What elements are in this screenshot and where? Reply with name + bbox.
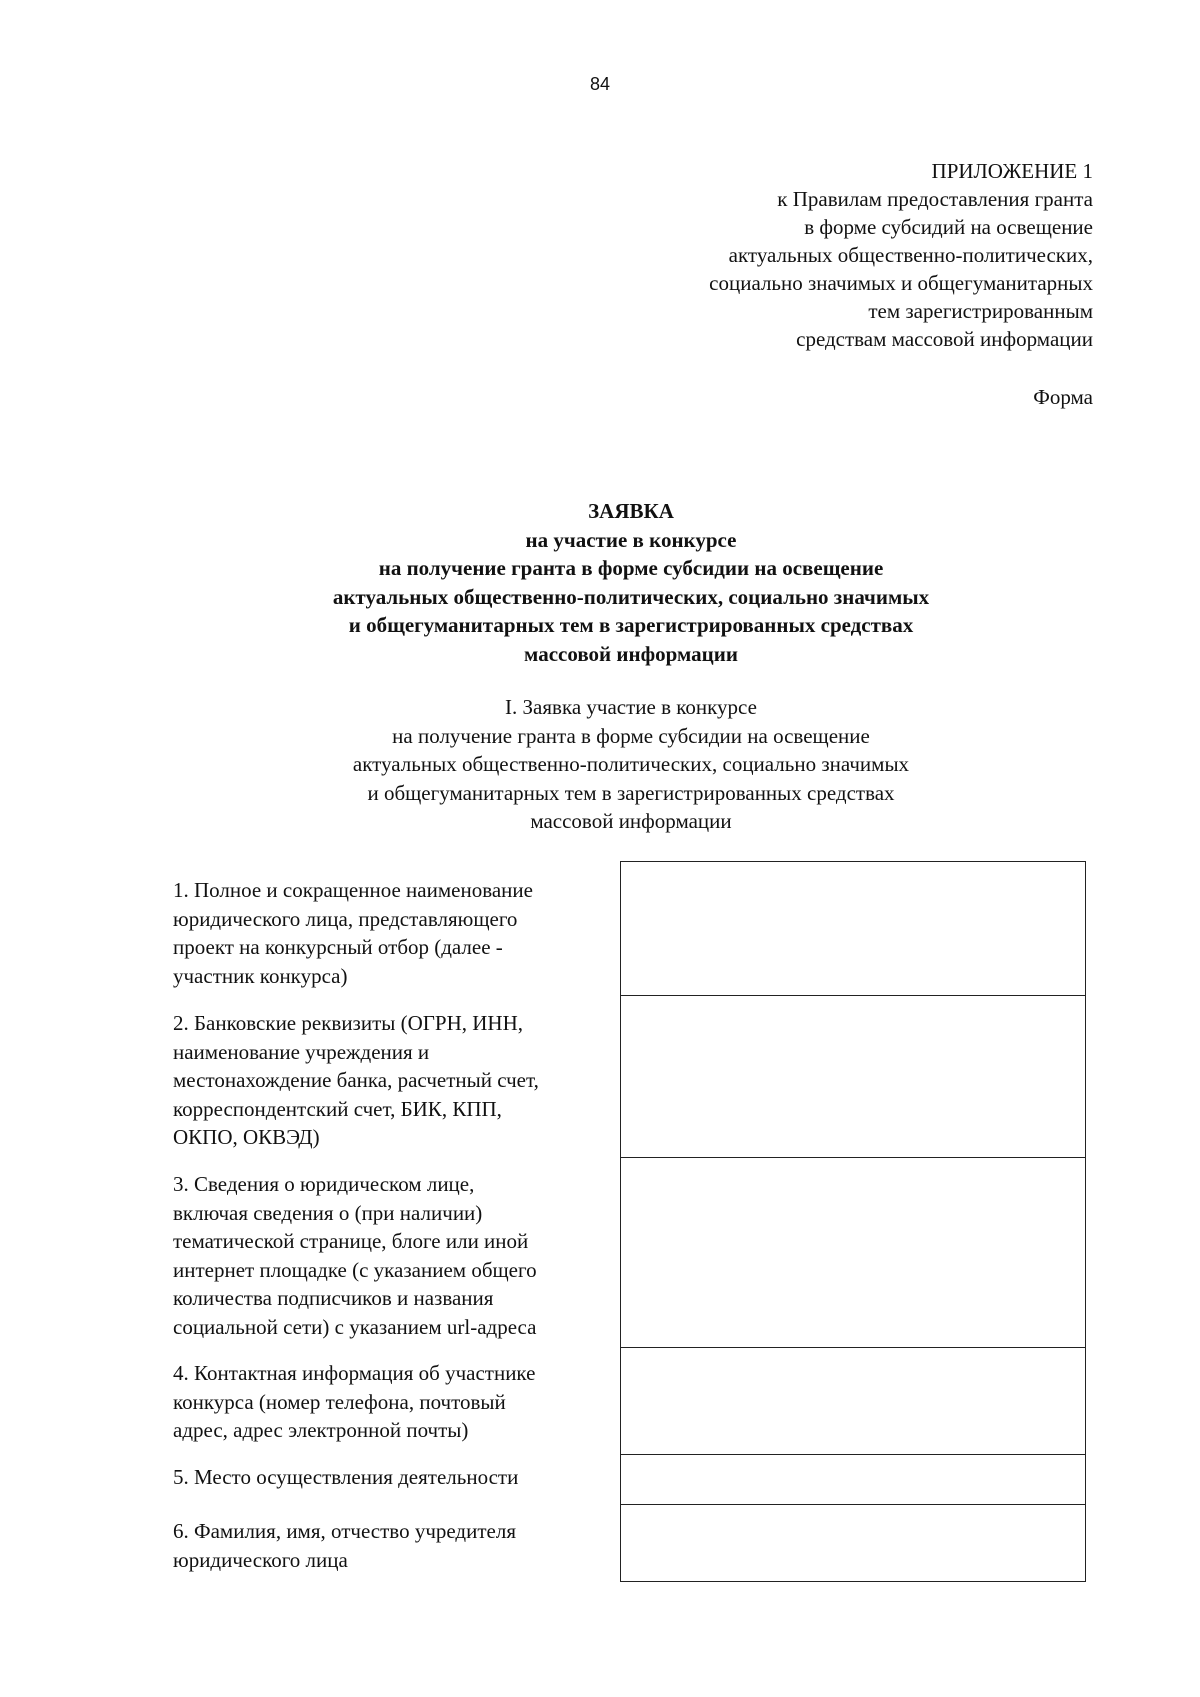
appendix-line: актуальных общественно-политических, bbox=[728, 243, 1093, 267]
form-field-3[interactable] bbox=[620, 1157, 1086, 1347]
section-heading bbox=[0, 693, 1200, 836]
document-title bbox=[0, 497, 1200, 668]
appendix-line: к Правилам предоставления гранта bbox=[777, 187, 1093, 211]
form-field-5[interactable] bbox=[620, 1454, 1086, 1504]
label-line: участник конкурса) bbox=[173, 963, 348, 988]
form-row-label-2 bbox=[173, 1009, 613, 1152]
form-row-label-4 bbox=[173, 1359, 613, 1445]
title-line: и общегуманитарных тем в зарегистрированных средствах bbox=[348, 613, 914, 637]
form-row-label-3 bbox=[173, 1170, 613, 1341]
label-line: тематической странице, блоге или иной bbox=[173, 1229, 529, 1253]
label-line: 1. Полное и сокращенное наименование bbox=[173, 878, 533, 902]
form-row-label-5 bbox=[173, 1463, 613, 1492]
form-row-label-6 bbox=[173, 1517, 613, 1574]
label-line: интернет площадке (с указанием общего bbox=[173, 1257, 537, 1282]
label-line: 5. Место осуществления деятельности bbox=[173, 1465, 519, 1489]
label-line: наименование учреждения и bbox=[173, 1039, 430, 1064]
appendix-header bbox=[709, 157, 1093, 353]
label-line: 6. Фамилия, имя, отчество учредителя bbox=[173, 1519, 516, 1543]
label-line: местонахождение банка, расчетный счет, bbox=[173, 1068, 539, 1092]
label-line: адрес, адрес электронной почты) bbox=[173, 1418, 469, 1442]
title-line: на получение гранта в форме субсидии на освещение bbox=[378, 556, 884, 580]
section-line: на получение гранта в форме субсидии на освещение bbox=[392, 723, 870, 748]
section-line: массовой информации bbox=[530, 809, 732, 833]
label-line: количества подписчиков и названия bbox=[173, 1286, 494, 1310]
form-field-2[interactable] bbox=[620, 995, 1086, 1157]
title-line: ЗАЯВКА bbox=[588, 499, 674, 523]
label-line: юридического лица bbox=[173, 1547, 348, 1572]
form-field-6[interactable] bbox=[620, 1504, 1086, 1582]
label-line: социальной сети) с указанием url-адреса bbox=[173, 1314, 537, 1339]
appendix-line: в форме субсидий на освещение bbox=[804, 215, 1093, 239]
page-number: 84 bbox=[589, 74, 611, 94]
section-line: и общегуманитарных тем в зарегистрированных средствах bbox=[367, 780, 895, 805]
label-line: включая сведения о (при наличии) bbox=[173, 1200, 483, 1225]
form-field-4[interactable] bbox=[620, 1347, 1086, 1454]
form-row-label-1 bbox=[173, 876, 613, 990]
title-line: массовой информации bbox=[524, 641, 738, 666]
label-line: 2. Банковские реквизиты (ОГРН, ИНН, bbox=[173, 1011, 524, 1035]
appendix-line: средствам массовой информации bbox=[796, 327, 1093, 351]
label-line: корреспондентский счет, БИК, КПП, bbox=[173, 1096, 502, 1121]
label-line: 3. Сведения о юридическом лице, bbox=[173, 1172, 475, 1196]
appendix-line: ПРИЛОЖЕНИЕ 1 bbox=[931, 159, 1093, 183]
label-line: юридического лица, представляющего bbox=[173, 906, 518, 931]
title-line: актуальных общественно-политических, социально значимых bbox=[332, 584, 930, 609]
form-field-1[interactable] bbox=[620, 861, 1086, 995]
label-line: конкурса (номер телефона, почтовый bbox=[173, 1389, 506, 1414]
appendix-line: социально значимых и общегуманитарных bbox=[709, 271, 1093, 295]
label-line: 4. Контактная информация об участнике bbox=[173, 1361, 536, 1385]
label-line: ОКПО, ОКВЭД) bbox=[173, 1125, 320, 1149]
label-line: проект на конкурсный отбор (далее - bbox=[173, 935, 503, 959]
appendix-line: тем зарегистрированным bbox=[868, 299, 1093, 323]
title-line: на участие в конкурсе bbox=[525, 527, 737, 552]
section-line: актуальных общественно-политических, социально значимых bbox=[352, 752, 910, 776]
section-line: I. Заявка участие в конкурсе bbox=[505, 695, 757, 719]
form-label: Форма bbox=[1033, 385, 1093, 409]
